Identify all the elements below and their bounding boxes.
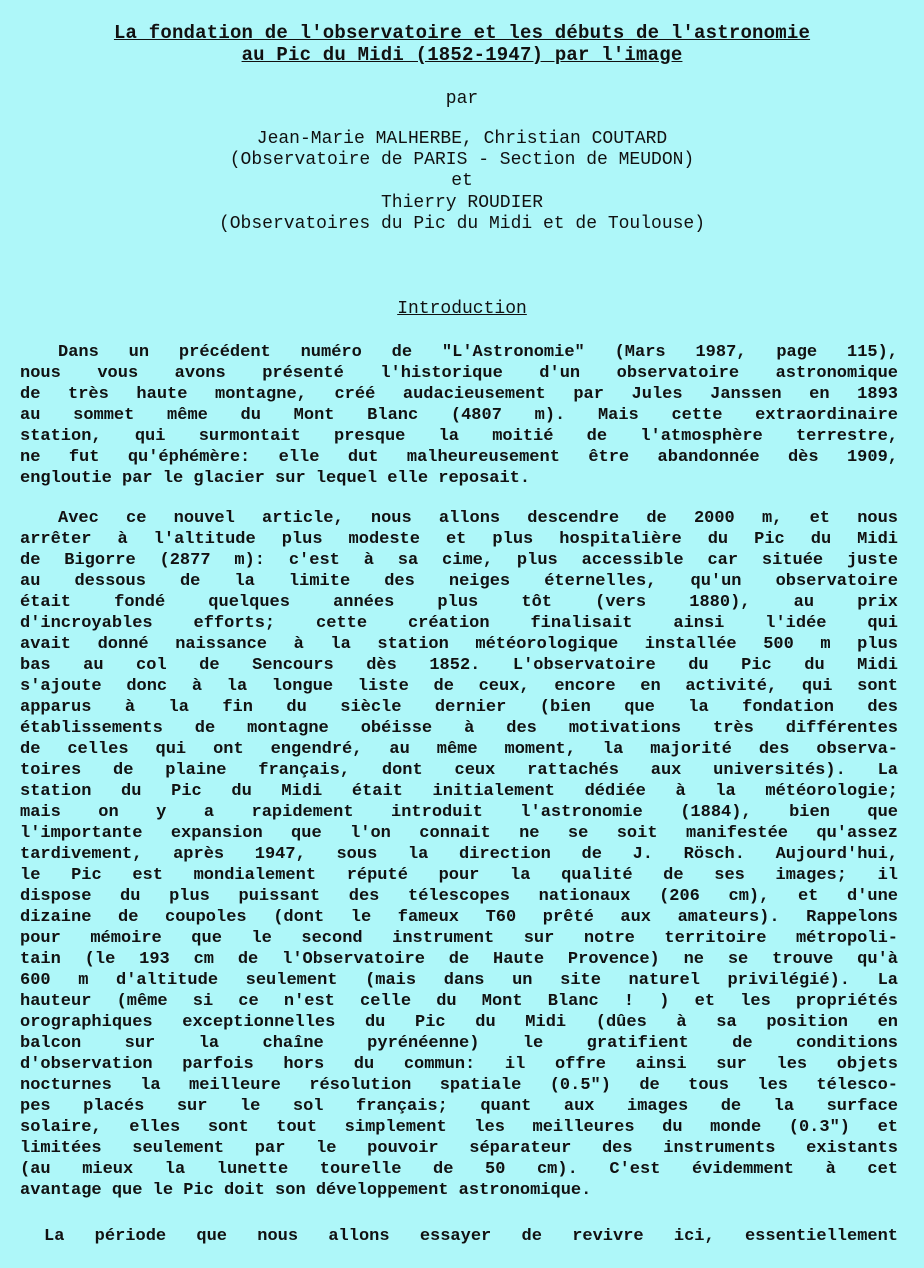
- paragraph-line: pes placés sur le sol français; quant aux images de la surface: [20, 1097, 898, 1116]
- paragraph-line: dispose du plus puissant des télescopes nationaux (206 cm), et d'une: [20, 887, 898, 906]
- paragraph-1: [20, 342, 898, 489]
- paragraph-line: engloutie par le glacier sur lequel elle reposait.: [20, 469, 531, 488]
- paragraph-line: 600 m d'altitude seulement (mais dans un site naturel privilégié). La: [20, 971, 898, 990]
- paragraph-line: d'observation parfois hors du commun: il offre ainsi sur les objets: [20, 1055, 898, 1074]
- paragraph-2: [20, 508, 898, 1201]
- paragraph-line: nocturnes la meilleure résolution spatiale (0.5") de tous les télesco-: [20, 1076, 898, 1095]
- paragraph-line: nous vous avons présenté l'historique d'un observatoire astronomique: [20, 364, 898, 383]
- paragraph-line: s'ajoute donc à la longue liste de ceux, encore en activité, qui sont: [20, 677, 898, 696]
- section-heading: Introduction: [397, 299, 527, 319]
- title-line-1: La fondation de l'observatoire et les débuts de l'astronomie: [113, 22, 811, 44]
- byline-author-3: Thierry ROUDIER: [380, 193, 544, 213]
- byline-par: par: [445, 89, 479, 109]
- paragraph-line: hauteur (même si ce n'est celle du Mont Blanc ! ) et les propriétés: [20, 992, 898, 1011]
- paragraph-line: bas au col de Sencours dès 1852. L'observatoire du Pic du Midi: [20, 656, 898, 675]
- paragraph-line: station, qui surmontait presque la moitié de l'atmosphère terrestre,: [20, 427, 898, 446]
- paragraph-line: solaire, elles sont tout simplement les meilleures du monde (0.3") et: [20, 1118, 898, 1137]
- paragraph-line: au sommet même du Mont Blanc (4807 m). Mais cette extraordinaire: [20, 406, 898, 425]
- paragraph-line: station du Pic du Midi était initialement dédiée à la météorologie;: [20, 782, 898, 801]
- paragraph-line: l'importante expansion que l'on connait ne se soit manifestée qu'assez: [20, 824, 898, 843]
- title-line-2: au Pic du Midi (1852-1947) par l'image: [241, 44, 683, 66]
- paragraph-line: de très haute montagne, créé audacieusement par Jules Janssen en 1893: [20, 385, 898, 404]
- paragraph-line: apparus à la fin du siècle dernier (bien que la fondation des: [20, 698, 898, 717]
- paragraph-line: était fondé quelques années plus tôt (vers 1880), au prix: [20, 593, 898, 612]
- paragraph-line: d'incroyables efforts; cette création finalisait ainsi l'idée qui: [20, 614, 898, 633]
- paragraph-3: [20, 1226, 898, 1247]
- paragraph-line: Avec ce nouvel article, nous allons descendre de 2000 m, et nous: [58, 509, 898, 528]
- paragraph-line: tain (le 193 cm de l'Observatoire de Haute Provence) ne se trouve qu'à: [20, 950, 898, 969]
- paragraph-line: Dans un précédent numéro de "L'Astronomie" (Mars 1987, page 115),: [58, 343, 898, 362]
- byline-et: et: [451, 171, 473, 191]
- paragraph-line: limitées seulement par le pouvoir séparateur des instruments existants: [20, 1139, 898, 1158]
- paragraph-line: avait donné naissance à la station météorologique installée 500 m plus: [20, 635, 898, 654]
- paragraph-line: établissements de montagne obéisse à des motivations très différentes: [20, 719, 898, 738]
- paragraph-line: pour mémoire que le second instrument sur notre territoire métropoli-: [20, 929, 898, 948]
- byline-affiliation-1: (Observatoire de PARIS - Section de MEUDON): [229, 150, 695, 170]
- paragraph-line: tardivement, après 1947, sous la direction de J. Rösch. Aujourd'hui,: [20, 845, 898, 864]
- paragraph-line: (au mieux la lunette tourelle de 50 cm). C'est évidemment à cet: [20, 1160, 898, 1179]
- paragraph-line: dizaine de coupoles (dont le fameux T60 prêté aux amateurs). Rappelons: [20, 908, 898, 927]
- paragraph-line: mais on y a rapidement introduit l'astronomie (1884), bien que: [20, 803, 898, 822]
- paragraph-line: de celles qui ont engendré, au même moment, la majorité des observa-: [20, 740, 898, 759]
- paragraph-line: avantage que le Pic doit son développement astronomique.: [20, 1181, 592, 1200]
- paragraph-line: arrêter à l'altitude plus modeste et plus hospitalière du Pic du Midi: [20, 530, 898, 549]
- paragraph-line: balcon sur la chaîne pyrénéenne) le gratifient de conditions: [20, 1034, 898, 1053]
- paragraph-line: ne fut qu'éphémère: elle dut malheureusement être abandonnée dès 1909,: [20, 448, 898, 467]
- paragraph-line: La période que nous allons essayer de revivre ici, essentiellement: [44, 1227, 898, 1246]
- byline-affiliation-2: (Observatoires du Pic du Midi et de Toulouse): [218, 214, 706, 234]
- paragraph-line: au dessous de la limite des neiges éternelles, qu'un observatoire: [20, 572, 898, 591]
- paragraph-line: toires de plaine français, dont ceux rattachés aux universités). La: [20, 761, 898, 780]
- byline-authors: Jean-Marie MALHERBE, Christian COUTARD: [256, 129, 668, 149]
- paragraph-line: le Pic est mondialement réputé pour la qualité de ses images; il: [20, 866, 898, 885]
- paragraph-line: orographiques exceptionnelles du Pic du Midi (dûes à sa position en: [20, 1013, 898, 1032]
- paragraph-line: de Bigorre (2877 m): c'est à sa cime, plus accessible car située juste: [20, 551, 898, 570]
